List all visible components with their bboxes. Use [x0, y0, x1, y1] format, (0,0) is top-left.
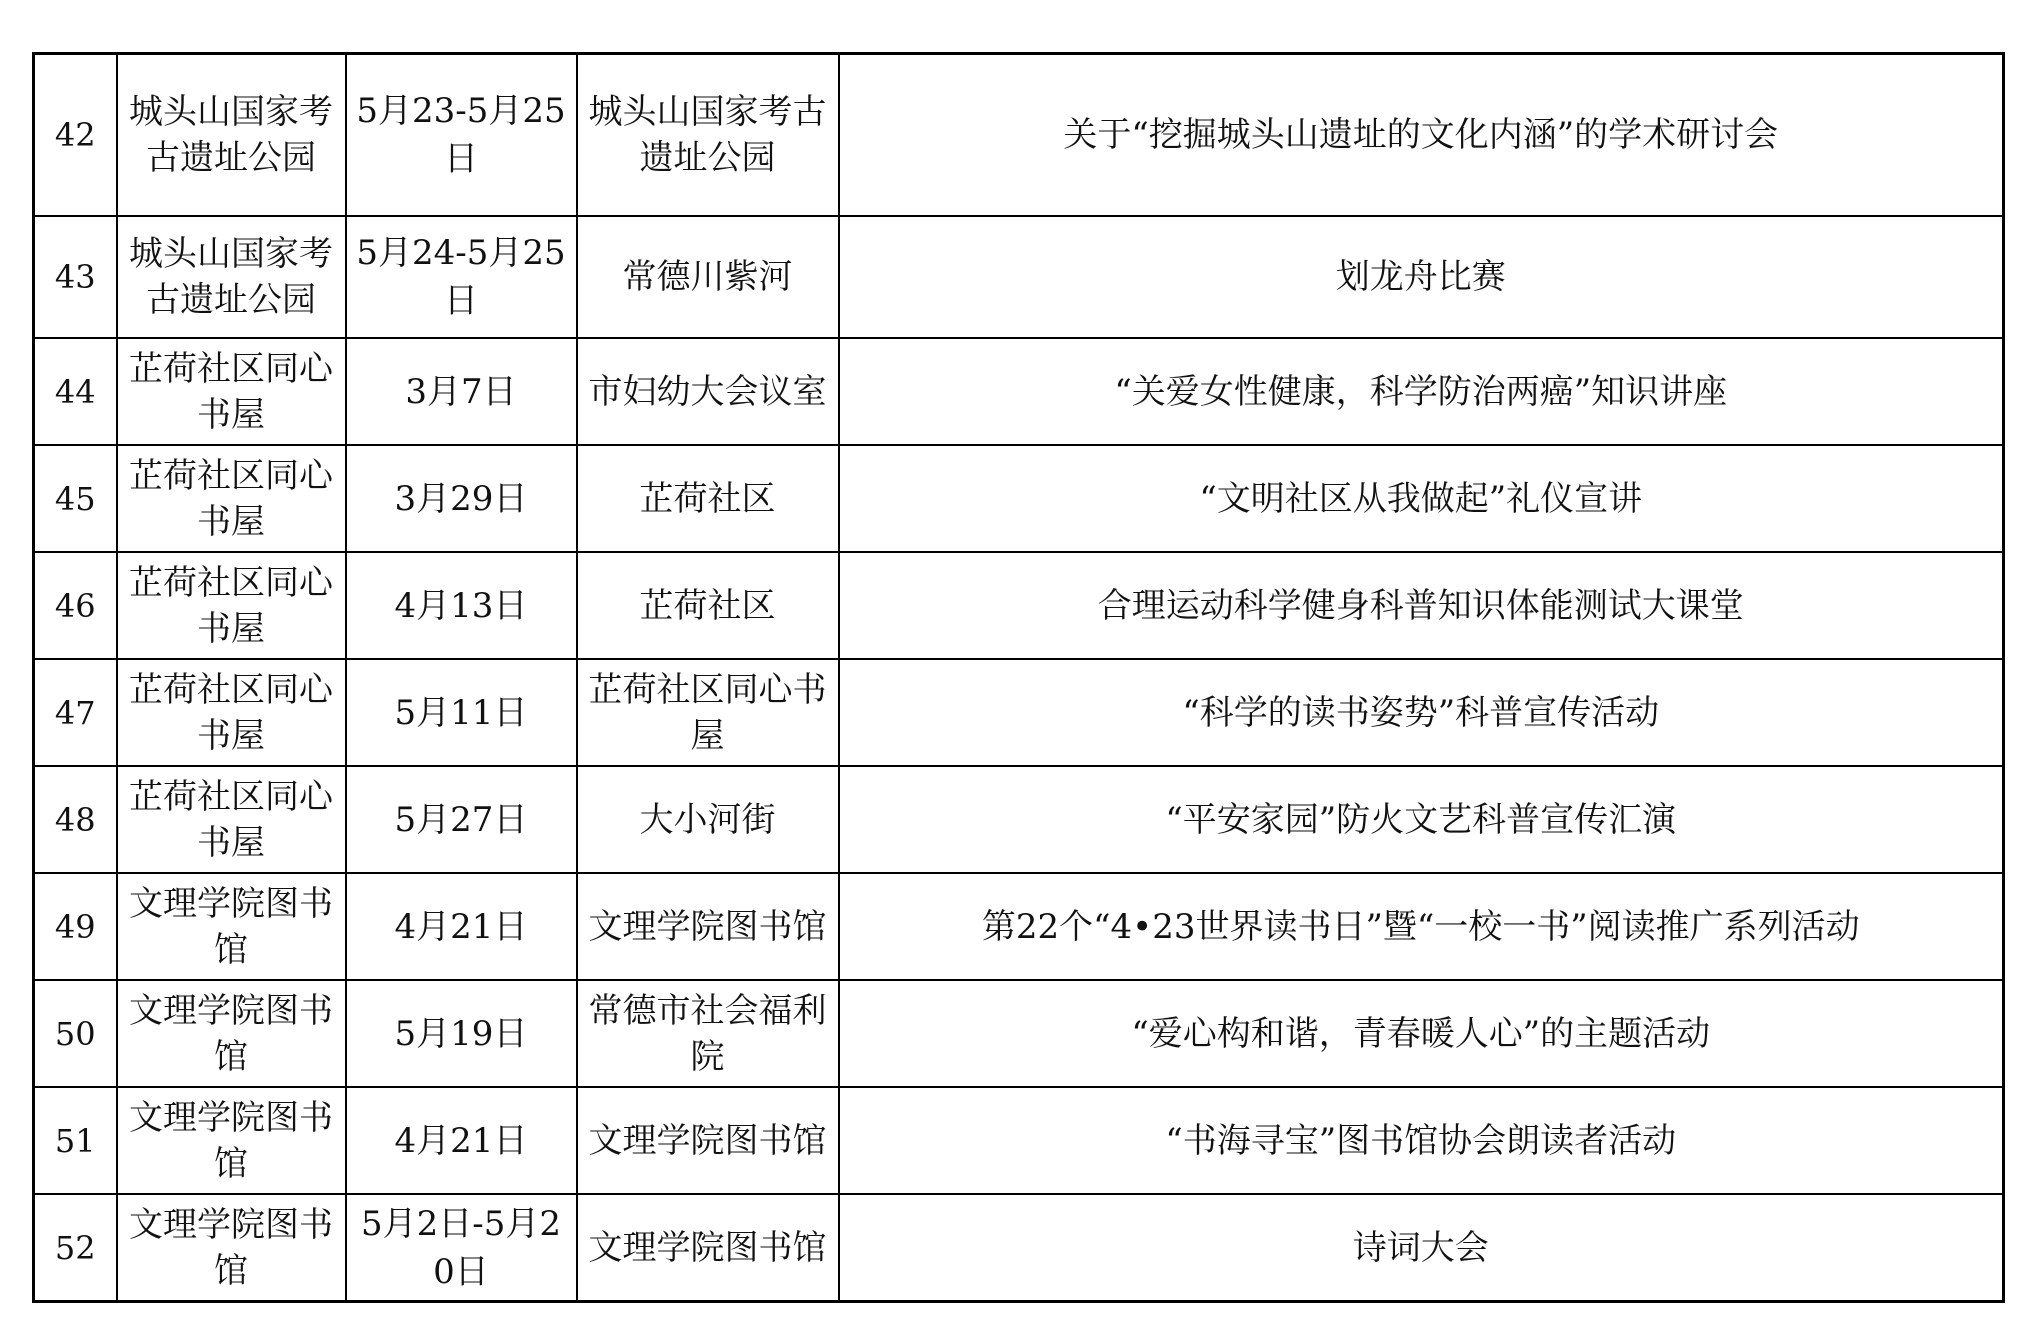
- organizer-cell: [117, 216, 346, 338]
- date-cell: 3月29日: [346, 445, 577, 552]
- venue-cell: 文理学院图书馆: [577, 1194, 839, 1302]
- table-row: [34, 445, 2004, 552]
- venue-cell: 芷荷社区: [577, 552, 839, 659]
- venue-cell: 常德川紫河: [577, 216, 839, 338]
- organizer-cell: 芷荷社区同心书屋: [117, 552, 346, 659]
- row-number-cell: 45: [34, 445, 117, 552]
- date-cell: 5月19日: [346, 980, 577, 1087]
- date-cell: 4月13日: [346, 552, 577, 659]
- organizer-cell: 文理学院图书馆: [117, 873, 346, 980]
- organizer-cell: 芷荷社区同心书屋: [117, 445, 346, 552]
- table-row: [34, 1087, 2004, 1194]
- table-row: [34, 659, 2004, 766]
- activity-cell: “关爱女性健康，科学防治两癌”知识讲座: [839, 338, 2004, 445]
- activity-cell: “书海寻宝”图书馆协会朗读者活动: [839, 1087, 2004, 1194]
- row-number-cell: 43: [34, 216, 117, 338]
- organizer-cell: 文理学院图书馆: [117, 1194, 346, 1302]
- organizer-cell: 芷荷社区同心书屋: [117, 338, 346, 445]
- venue-cell: 文理学院图书馆: [577, 1087, 839, 1194]
- activity-cell: 关于“挖掘城头山遗址的文化内涵”的学术研讨会: [839, 54, 2004, 217]
- activity-cell: 诗词大会: [839, 1194, 2004, 1302]
- date-cell: 5月23-5月25日: [346, 54, 577, 217]
- activity-cell: “爱心构和谐，青春暖人心”的主题活动: [839, 980, 2004, 1087]
- organizer-cell: 芷荷社区同心书屋: [117, 766, 346, 873]
- row-number-cell: 44: [34, 338, 117, 445]
- organizer-cell: 芷荷社区同心书屋: [117, 659, 346, 766]
- organizer-cell: 文理学院图书馆: [117, 980, 346, 1087]
- venue-cell: 芷荷社区同心书屋: [577, 659, 839, 766]
- row-number-cell: 52: [34, 1194, 117, 1302]
- venue-cell: 城头山国家考古遗址公园: [577, 54, 839, 217]
- row-number-cell: 42: [34, 54, 117, 217]
- date-cell: 5月27日: [346, 766, 577, 873]
- activity-cell: 划龙舟比赛: [839, 216, 2004, 338]
- table-row: [34, 216, 2004, 338]
- date-cell: 5月24-5月25日: [346, 216, 577, 338]
- venue-cell: 大小河街: [577, 766, 839, 873]
- date-cell: 4月21日: [346, 1087, 577, 1194]
- activity-cell: 合理运动科学健身科普知识体能测试大课堂: [839, 552, 2004, 659]
- row-number-cell: 49: [34, 873, 117, 980]
- date-cell: 5月2日-5月20日: [346, 1194, 577, 1302]
- date-cell: 4月21日: [346, 873, 577, 980]
- table-row: [34, 980, 2004, 1087]
- organizer-cell: 文理学院图书馆: [117, 1087, 346, 1194]
- organizer-text: 城头山国家考古遗址公园: [129, 234, 333, 320]
- table-row: [34, 766, 2004, 873]
- table-row: [34, 552, 2004, 659]
- activity-cell: “科学的读书姿势”科普宣传活动: [839, 659, 2004, 766]
- row-number-cell: 46: [34, 552, 117, 659]
- table-row: [34, 54, 2004, 217]
- venue-cell: 芷荷社区: [577, 445, 839, 552]
- date-cell: 5月11日: [346, 659, 577, 766]
- activity-schedule-table: [32, 52, 2005, 1303]
- table-row: [34, 873, 2004, 980]
- organizer-cell: 城头山国家考古遗址公园: [117, 54, 346, 217]
- table-row: [34, 1194, 2004, 1302]
- row-number-cell: 48: [34, 766, 117, 873]
- row-number-cell: 50: [34, 980, 117, 1087]
- row-number-cell: 51: [34, 1087, 117, 1194]
- activity-cell: “文明社区从我做起”礼仪宣讲: [839, 445, 2004, 552]
- venue-cell: 文理学院图书馆: [577, 873, 839, 980]
- row-number-cell: 47: [34, 659, 117, 766]
- venue-cell: 市妇幼大会议室: [577, 338, 839, 445]
- venue-cell: 常德市社会福利院: [577, 980, 839, 1087]
- activity-cell: 第22个“4•23世界读书日”暨“一校一书”阅读推广系列活动: [839, 873, 2004, 980]
- table-row: [34, 338, 2004, 445]
- activity-cell: “平安家园”防火文艺科普宣传汇演: [839, 766, 2004, 873]
- date-cell: 3月7日: [346, 338, 577, 445]
